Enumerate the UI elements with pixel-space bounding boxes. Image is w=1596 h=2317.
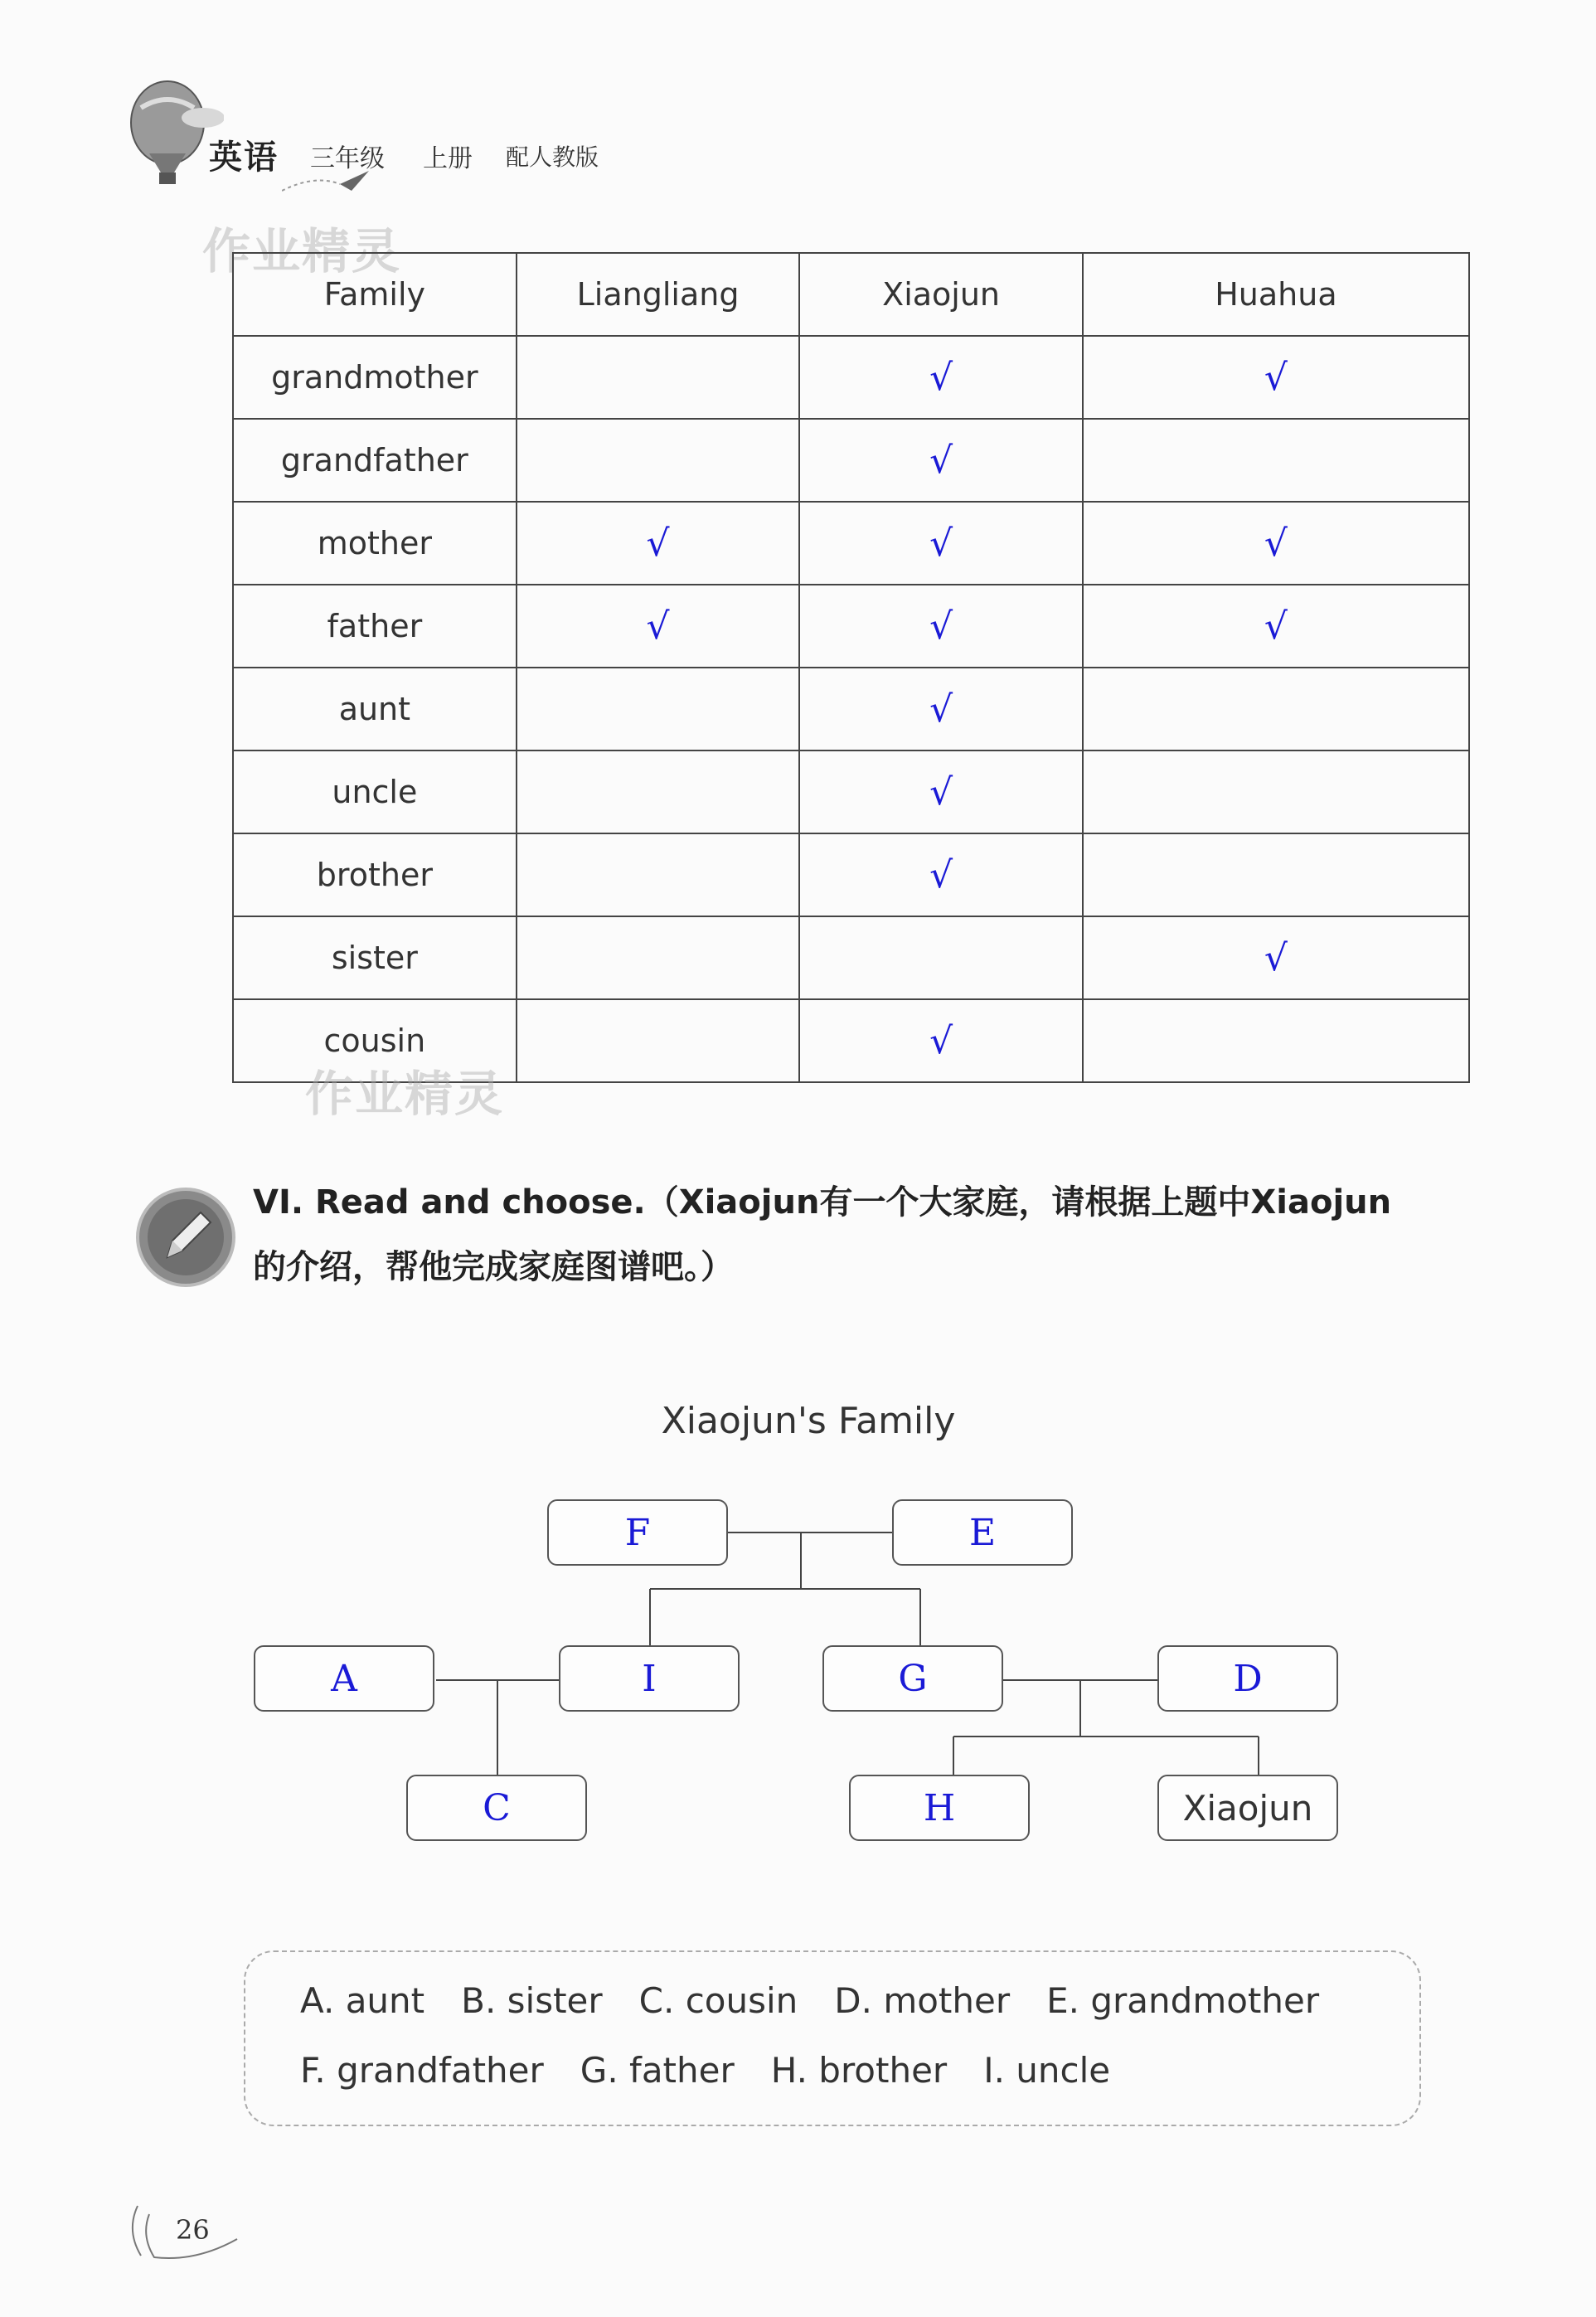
check-cell: √ (1083, 502, 1469, 585)
header-liangliang: Liangliang (517, 253, 800, 336)
check-cell: √ (1083, 585, 1469, 668)
watermark-top: 作业精灵 (202, 223, 402, 279)
check-cell (1083, 750, 1469, 833)
check-cell: √ (799, 502, 1082, 585)
check-cell: √ (799, 336, 1082, 419)
table-row (233, 668, 1469, 750)
option-d: D. mother (834, 1980, 1011, 2021)
tree-node-i: I (559, 1645, 740, 1712)
check-cell: √ (517, 502, 800, 585)
check-cell: √ (799, 419, 1082, 502)
check-cell: √ (1083, 916, 1469, 999)
table-row (233, 916, 1469, 999)
option-f: F. grandfather (300, 2050, 544, 2091)
option-b: B. sister (461, 1980, 603, 2021)
option-g: G. father (580, 2050, 735, 2091)
check-cell: √ (517, 585, 800, 668)
header-xiaojun: Xiaojun (799, 253, 1082, 336)
check-cell (517, 419, 800, 502)
check-cell (1083, 833, 1469, 916)
tree-node-xiaojun: Xiaojun (1157, 1775, 1338, 1841)
option-c: C. cousin (638, 1980, 798, 2021)
tree-node-h: H (849, 1775, 1030, 1841)
check-cell: √ (799, 585, 1082, 668)
member-cell: grandmother (233, 336, 517, 419)
check-cell (1083, 668, 1469, 750)
page-number: 26 (176, 2214, 210, 2246)
check-cell (517, 833, 800, 916)
options-row-1 (300, 1980, 1356, 2021)
member-cell: aunt (233, 668, 517, 750)
check-cell (1083, 999, 1469, 1082)
check-cell (1083, 419, 1469, 502)
member-cell: father (233, 585, 517, 668)
edition-label: 配人教版 (506, 143, 599, 171)
check-cell: √ (799, 999, 1082, 1082)
table-row (233, 419, 1469, 502)
member-cell: brother (233, 833, 517, 916)
member-cell: mother (233, 502, 517, 585)
member-cell: uncle (233, 750, 517, 833)
tree-node-a: A (254, 1645, 434, 1712)
options-box (244, 1950, 1421, 2126)
check-cell: √ (1083, 336, 1469, 419)
tree-node-g: G (822, 1645, 1003, 1712)
pencil-icon (134, 1186, 237, 1289)
option-i: I. uncle (983, 2050, 1111, 2091)
check-cell (517, 750, 800, 833)
section-6-title: VI. Read and choose.（Xiaojun有一个大家庭，请根据上题中Xiaojun (253, 1183, 1392, 1222)
check-cell (799, 916, 1082, 999)
table-row (233, 585, 1469, 668)
check-cell (517, 999, 800, 1082)
paper-plane-icon (282, 166, 373, 199)
subject-title: 英语 (209, 138, 279, 177)
member-cell: cousin (233, 999, 517, 1082)
option-e: E. grandmother (1046, 1980, 1320, 2021)
tree-node-f: F (547, 1499, 728, 1566)
volume-label: 上册 (423, 144, 473, 173)
member-cell: sister (233, 916, 517, 999)
member-cell: grandfather (233, 419, 517, 502)
option-h: H. brother (770, 2050, 948, 2091)
table-row (233, 750, 1469, 833)
table-row (233, 833, 1469, 916)
header-huahua: Huahua (1083, 253, 1469, 336)
watermark-table: 作业精灵 (305, 1066, 505, 1122)
check-cell: √ (799, 833, 1082, 916)
check-cell (517, 668, 800, 750)
table-header-row (233, 253, 1469, 336)
family-table (232, 252, 1470, 1083)
check-cell: √ (799, 750, 1082, 833)
grade-label: 三年级 (310, 144, 385, 173)
table-row (233, 336, 1469, 419)
tree-title: Xiaojun's Family (661, 1400, 956, 1442)
options-row-2 (300, 2050, 1147, 2091)
option-a: A. aunt (300, 1980, 425, 2021)
check-cell (517, 916, 800, 999)
tree-node-e: E (892, 1499, 1073, 1566)
tree-node-c: C (406, 1775, 587, 1841)
tree-node-d: D (1157, 1645, 1338, 1712)
section-6-instruction: 的介绍，帮他完成家庭图谱吧。） (253, 1248, 734, 1286)
header-family: Family (233, 253, 517, 336)
table-row (233, 502, 1469, 585)
check-cell (517, 336, 800, 419)
check-cell: √ (799, 668, 1082, 750)
